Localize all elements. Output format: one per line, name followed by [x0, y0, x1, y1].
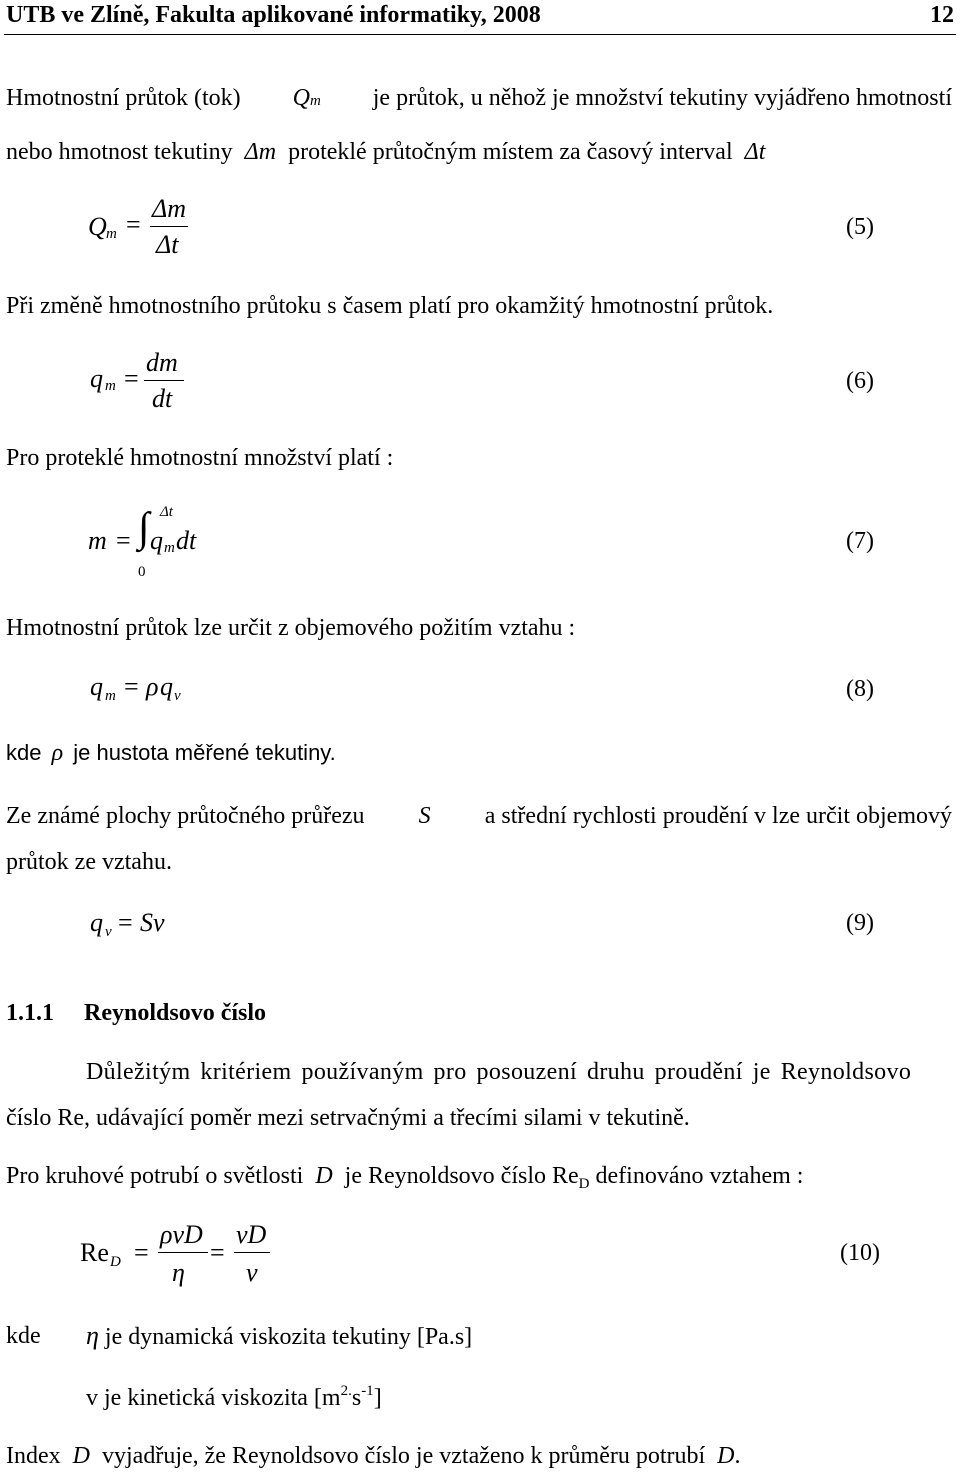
definition-v: v je kinetická viskozita $[m^{2.}s^{-1}]$: [86, 1383, 382, 1411]
paragraph-instant-flow: Při změně hmotnostního průtoku s časem platí pro okamžitý hmotnostní průtok.: [6, 293, 774, 319]
equation-number: (5): [846, 214, 874, 240]
section-number: 1.1.1: [6, 1000, 54, 1026]
page-number: 12: [930, 2, 954, 28]
equation-number: (7): [846, 528, 874, 554]
paragraph-reynolds-intro-line2: číslo Re, udávající poměr mezi setrvačnými a třecími silami v tekutině.: [6, 1105, 690, 1131]
reynolds-intro-line1: Důležitým kritériem používaným pro posouzení druhu proudění je Reynoldsovo: [86, 1059, 912, 1085]
paragraph-reynolds-intro: [86, 1058, 952, 1086]
paragraph-index-d: Index D vyjadřuje, že Reynoldsovo číslo je vztaženo k průměru potrubí D.: [6, 1443, 741, 1469]
document-page: UTB ve Zlíně, Fakulta aplikované informatiky, 2008 12 Hmotnostní průtok (tok) Qm je průtok, u něhož je množství tekutiny vyjádřeno hmotností nebo hmotnost tekutiny Δm proteklé průtočným místem za časový interval Δt Q m = Δm Δt (5) Při změně hmotnostního průtoku s časem platí pro okamžitý hmotnostní průtok. q m = dm dt (6) Pro proteklé hmotnostní množství platí : m = ∫ Δt 0 q m dt (7) Hmotnostní průtok lze určit z objemového požitím vztahu : q m = ρ q v (8) kde ρ je hustota měřené tekutiny. Ze známé plochy průtočného průřezu S a střední rychlosti proudění v lze určit objemový průtok ze vztahu. q v = Sv (9) 1.1.1 Reynoldsovo číslo Důležitým kritériem používaným pro posouzení druhu proudění je Reynoldsovo číslo Re, udávající poměr mezi setrvačnými a třecími silami v tekutině. Pro kruhové potrubí o světlosti D je Reynoldsovo číslo $Re_D$ definováno vztahem : Re D = ρvD η = vD v (10) kde η je dynamická viskozita tekutiny [Pa.s] v je kinetická viskozita $[m^{2.}s^{-1}]$ Index D vyjadřuje, že Reynoldsovo číslo je vztaženo k průměru potrubí D.: [6, 2, 954, 1469]
justified-line: [86, 1058, 952, 1086]
section-heading: [6, 1000, 266, 1027]
paragraph-density-def: kde ρ je hustota měřené tekutiny.: [6, 740, 336, 766]
paragraph-volume-flow-line2: průtok ze vztahu.: [6, 849, 172, 875]
paragraph-volume-flow: Ze známé plochy průtočného průřezu S a střední rychlosti proudění v lze určit objemový: [6, 803, 952, 829]
equation-number: (9): [846, 910, 874, 936]
equation-number: (6): [846, 368, 874, 394]
paragraph-mass-flow-line2: nebo hmotnost tekutiny Δm proteklé průtočným místem za časový interval Δt: [6, 139, 766, 165]
header-rule: [4, 34, 956, 35]
integral-sign: ∫: [138, 505, 150, 551]
definition-eta: η je dynamická viskozita tekutiny [Pa.s]: [86, 1321, 473, 1350]
section-title: Reynoldsovo číslo: [84, 1000, 267, 1026]
equation-number: (8): [846, 676, 874, 702]
paragraph-volume-relation: Hmotnostní průtok lze určit z objemového požitím vztahu :: [6, 615, 576, 641]
paragraph-mass-amount: Pro proteklé hmotnostní množství platí :: [6, 445, 394, 471]
equation-number: (10): [840, 1240, 880, 1266]
paragraph-reynolds-def: Pro kruhové potrubí o světlosti D je Reynoldsovo číslo $Re_D$ definováno vztahem :: [6, 1163, 804, 1192]
definition-kde: kde: [6, 1323, 41, 1349]
paragraph-mass-flow: Hmotnostní průtok (tok) Qm je průtok, u něhož je množství tekutiny vyjádřeno hmotností: [6, 85, 952, 111]
header-title: UTB ve Zlíně, Fakulta aplikované informatiky, 2008: [6, 2, 541, 28]
